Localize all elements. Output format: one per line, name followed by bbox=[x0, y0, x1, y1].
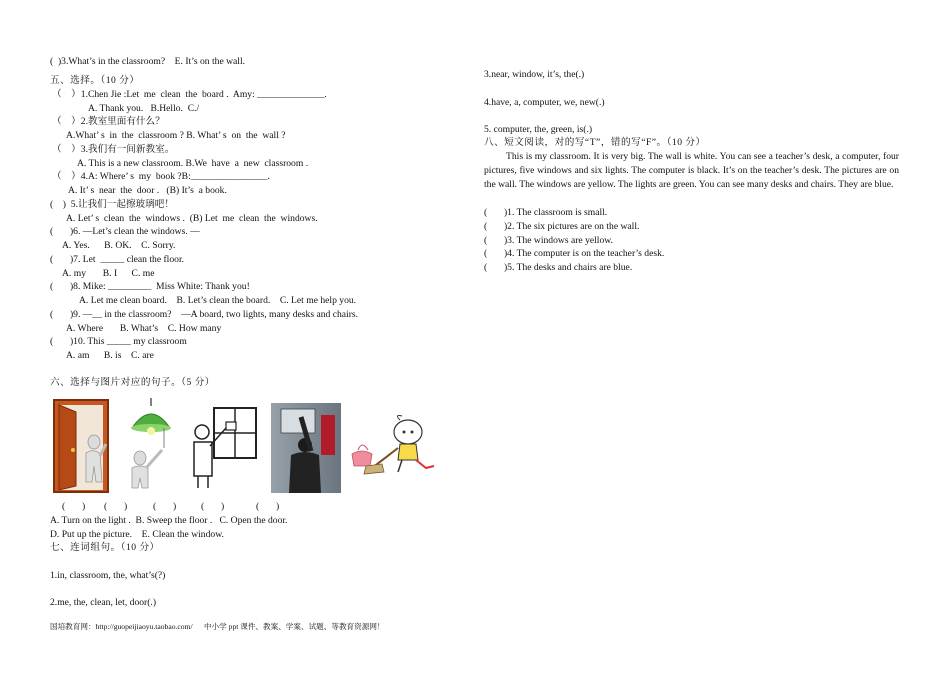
picture-bracket-5: ( ) bbox=[256, 501, 280, 512]
lamp-light-icon bbox=[118, 398, 184, 492]
q3-match-line: ( )3.What’s in the classroom? E. It’s on the wall. bbox=[50, 56, 246, 67]
section6-options-2: D. Put up the picture. E. Clean the window. bbox=[50, 529, 224, 540]
q2-options: A.What’ s in the classroom ? B. What’ s on the wall ? bbox=[66, 130, 286, 141]
section5-title: 五、选择。（10 分） bbox=[50, 75, 140, 86]
q3-options: A. This is a new classroom. B.We have a new classroom . bbox=[77, 158, 309, 169]
q2-text: （ ）2.教室里面有什么？ bbox=[52, 116, 165, 127]
q4-text: （ ）4.A: Where’ s my book ?B:________________. bbox=[52, 171, 270, 182]
picture-bracket-4: ( ) bbox=[201, 501, 225, 512]
q1-options: A. Thank you. B.Hello. C./ bbox=[88, 103, 200, 114]
q6-text: ( )6. —Let’s clean the windows. — bbox=[50, 226, 200, 237]
q9-text: ( )9. —__ in the classroom? —A board, two lights, many desks and chairs. bbox=[50, 309, 359, 320]
section6-title: 六、选择与图片对应的句子。（5 分） bbox=[50, 377, 215, 388]
tf-item-2: ( )2. The six pictures are on the wall. bbox=[484, 221, 640, 232]
picture-bracket-3: ( ) bbox=[153, 501, 177, 512]
q7-options: A. my B. I C. me bbox=[62, 268, 155, 279]
sentence-5: 5. computer, the, green, is(.) bbox=[484, 124, 593, 135]
sentence-4: 4.have, a, computer, we, new(.) bbox=[484, 97, 605, 108]
q7-text: ( )7. Let _____ clean the floor. bbox=[50, 254, 185, 265]
section8-title: 八、短文阅读，对的写“T”，错的写“F”。（10 分） bbox=[484, 137, 706, 148]
put-up-picture-photo bbox=[271, 403, 341, 493]
picture-bracket-2: ( ) bbox=[104, 501, 128, 512]
open-door-icon bbox=[50, 398, 112, 494]
window-cleaning-icon bbox=[188, 404, 260, 490]
picture-bracket-1: ( ) bbox=[62, 501, 86, 512]
q5-text: ( ) 5.让我们一起擦玻璃吧！ bbox=[50, 199, 174, 210]
q9-options: A. Where B. What’s C. How many bbox=[66, 323, 222, 334]
q1-text: （ ）1.Chen Jie :Let me clean the board . Amy: ______________. bbox=[52, 89, 327, 100]
sentence-1: 1.in, classroom, the, what’s(?) bbox=[50, 570, 166, 581]
reading-passage: This is my classroom. It is very big. The wall is white. You can see a teacher’s desk, a computer, four pictures, five windows and six lights. The computer is black. It’s on the teacher’s desk. The pictures are on the wall. The windows are yellow. The lights are green. You can see many desks and chairs. They are blue. bbox=[484, 151, 899, 190]
tf-item-1: ( )1. The classroom is small. bbox=[484, 207, 608, 218]
q8-text: ( )8. Mike: _________ Miss White: Thank you! bbox=[50, 281, 250, 292]
section6-options-1: A. Turn on the light . B. Sweep the floor . C. Open the door. bbox=[50, 515, 288, 526]
tf-item-3: ( )3. The windows are yellow. bbox=[484, 235, 613, 246]
section7-title: 七、连词组句。（10 分） bbox=[50, 542, 160, 553]
q8-options: A. Let me clean board. B. Let’s clean the board. C. Let me help you. bbox=[79, 295, 357, 306]
sentence-3: 3.near, window, it’s, the(.) bbox=[484, 69, 585, 80]
q10-options: A. am B. is C. are bbox=[66, 350, 154, 361]
tf-item-5: ( )5. The desks and chairs are blue. bbox=[484, 262, 633, 273]
q4-options: A. It’ s near the door . (B) It’s a book. bbox=[68, 185, 227, 196]
tf-item-4: ( )4. The computer is on the teacher’s desk. bbox=[484, 248, 665, 259]
q5-options: A. Let’ s clean the windows . (B) Let me clean the windows. bbox=[66, 213, 318, 224]
q10-text: ( )10. This _____ my classroom bbox=[50, 336, 187, 347]
q6-options: A. Yes. B. OK. C. Sorry. bbox=[62, 240, 176, 251]
sweeping-cartoon-icon bbox=[350, 414, 436, 480]
sentence-2: 2.me, the, clean, let, door(.) bbox=[50, 597, 157, 608]
q3-text: （ ）3.我们有一间新教室。 bbox=[52, 144, 175, 155]
footer-text: 国培教育网：http://guopeijiaoyu.taobao.com/ 中小学 ppt 课件、教案、学案、试题、等教育资源网！ bbox=[50, 622, 385, 631]
